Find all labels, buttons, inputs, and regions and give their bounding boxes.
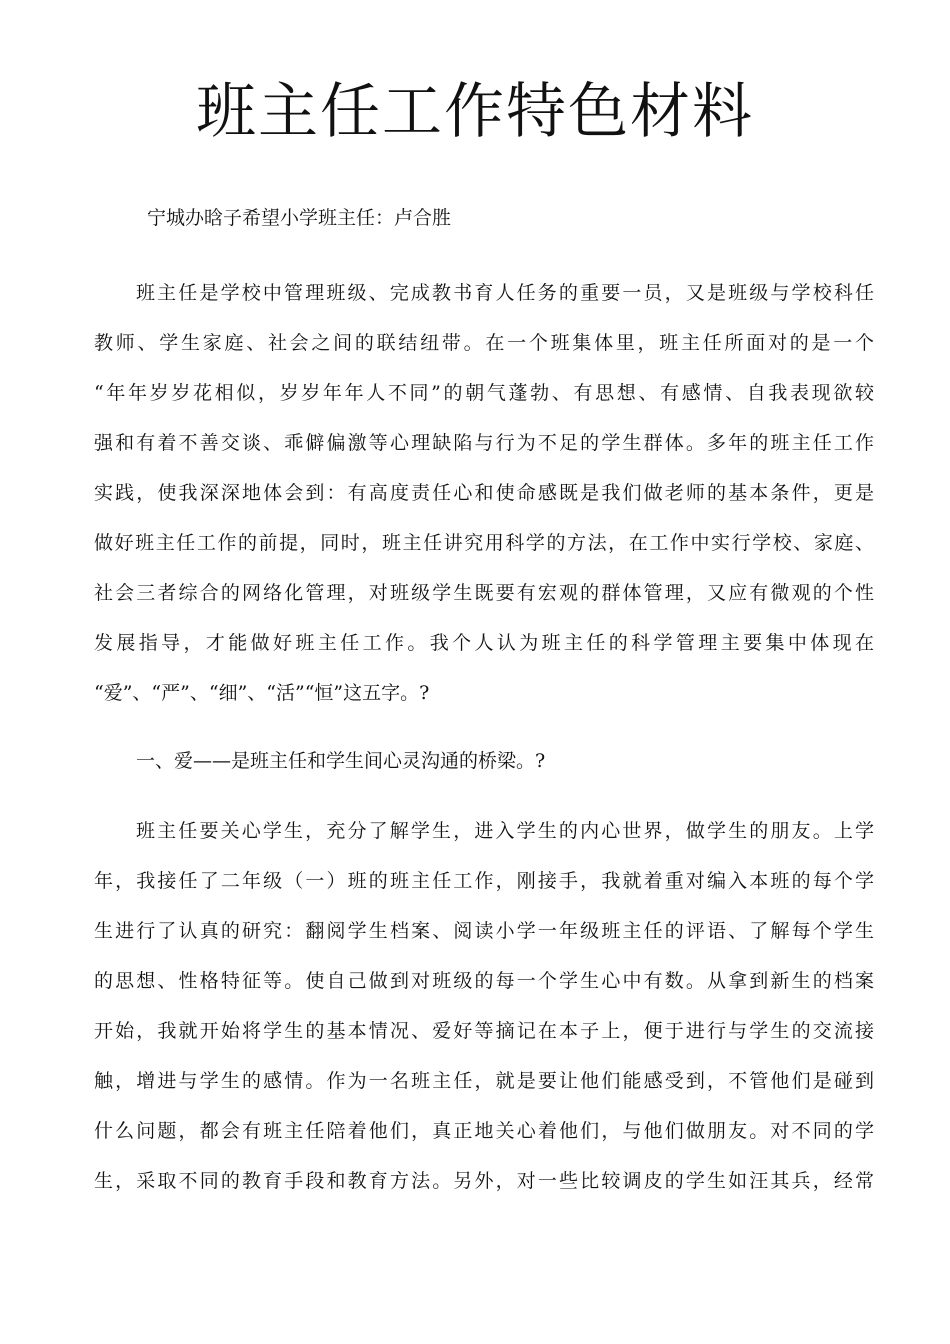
document-title: 班主任工作特色材料 [196, 77, 754, 147]
paragraph-line: 强和有着不善交谈、乖僻偏激等心理缺陷与行为不足的学生群体。多年的班主任工作 [94, 432, 874, 454]
author-line: 宁城办晗子希望小学班主任：卢合胜 [147, 207, 452, 229]
paragraph-line: 的思想、性格特征等。使自己做到对班级的每一个学生心中有数。从拿到新生的档案 [94, 970, 874, 992]
paragraph-line: 班主任要关心学生，充分了解学生，进入学生的内心世界，做学生的朋友。上学 [136, 820, 874, 842]
paragraph-intro [94, 268, 874, 718]
paragraph-line: 触，增进与学生的感情。作为一名班主任，就是要让他们能感受到，不管他们是碰到 [94, 1070, 874, 1092]
paragraph-line: 做好班主任工作的前提，同时，班主任讲究用科学的方法，在工作中实行学校、家庭、 [94, 532, 874, 554]
paragraph-line: “爱”、“严”、“细”、“活”“恒”这五字。? [94, 682, 430, 704]
paragraph-line: 实践，使我深深地体会到：有高度责任心和使命感既是我们做老师的基本条件，更是 [94, 482, 874, 504]
paragraph-line: “年年岁岁花相似，岁岁年年人不同”的朝气蓬勃、有思想、有感情、自我表现欲较 [94, 382, 874, 404]
paragraph-line: 发展指导，才能做好班主任工作。我个人认为班主任的科学管理主要集中体现在 [94, 632, 874, 654]
paragraph-line: 教师、学生家庭、社会之间的联结纽带。在一个班集体里，班主任所面对的是一个 [94, 332, 874, 354]
paragraph-line: 社会三者综合的网络化管理，对班级学生既要有宏观的群体管理，又应有微观的个性 [94, 582, 874, 604]
paragraph-line: 生，采取不同的教育手段和教育方法。另外，对一些比较调皮的学生如汪其兵，经常 [94, 1170, 874, 1192]
paragraph-line: 什么问题，都会有班主任陪着他们，真正地关心着他们，与他们做朋友。对不同的学 [94, 1120, 874, 1142]
paragraph-line: 班主任是学校中管理班级、完成教书育人任务的重要一员，又是班级与学校科任 [136, 282, 874, 304]
section-heading-love [94, 736, 874, 786]
paragraph-line: 开始，我就开始将学生的基本情况、爱好等摘记在本子上，便于进行与学生的交流接 [94, 1020, 874, 1042]
paragraph-love [94, 806, 874, 1206]
paragraph-line: 生进行了认真的研究：翻阅学生档案、阅读小学一年级班主任的评语、了解每个学生 [94, 920, 874, 942]
paragraph-line: 年，我接任了二年级（一）班的班主任工作，刚接手，我就着重对编入本班的每个学 [94, 870, 874, 892]
section-heading-line: 一、爱——是班主任和学生间心灵沟通的桥梁。? [136, 750, 546, 772]
